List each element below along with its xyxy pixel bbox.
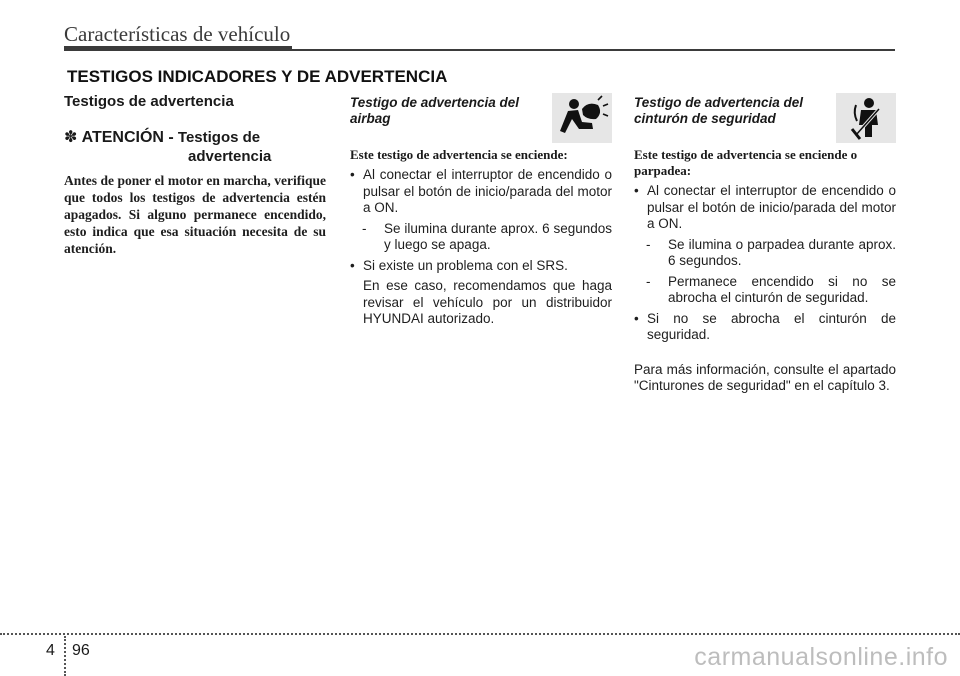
page-number: 96 — [72, 642, 90, 659]
seatbelt-bullet-1: Al conectar el interruptor de encendido o pulsar el botón de inicio/parada del motor a ON. — [647, 183, 896, 231]
bullet-dot: • — [634, 183, 639, 198]
bullet-dot: • — [634, 310, 639, 326]
airbag-warning-icon — [552, 93, 612, 143]
airbag-bullet-1: Al conectar el interruptor de encendido o pulsar el botón de inicio/parada del motor a ON. — [363, 167, 612, 215]
dash-marker: - — [646, 236, 651, 252]
bullet-dot: • — [350, 167, 355, 182]
chapter-header-title: Características de vehículo — [64, 22, 291, 46]
list-item — [350, 167, 612, 217]
airbag-intro: Este testigo de advertencia se enciende: — [350, 147, 568, 162]
dash-marker: - — [362, 220, 367, 236]
seatbelt-warning-title: Testigo de advertencia del cinturón de seguridad — [634, 95, 804, 126]
column-seatbelt-warning — [634, 93, 896, 395]
bullet-dot: • — [350, 257, 355, 273]
seatbelt-bullet-2: Si no se abrocha el cinturón de seguridad. — [647, 310, 896, 342]
list-item — [646, 274, 896, 307]
airbag-dash-1: Se ilumina durante aprox. 6 segundos y luego se apaga. — [384, 220, 612, 252]
attention-text: Antes de poner el motor en marcha, verifique que todos los testigos de advertencia estén apagados. Si alguno permanece encendido, esto indica que esa situación necesita de su atención. — [64, 173, 326, 256]
seatbelt-warning-icon — [836, 93, 896, 143]
subsection-title: Testigos de advertencia — [64, 93, 234, 110]
section-title: TESTIGOS INDICADORES Y DE ADVERTENCIA — [67, 67, 448, 86]
dash-marker: - — [646, 273, 651, 289]
airbag-warning-title: Testigo de advertencia del airbag — [350, 95, 520, 126]
airbag-bullet-2: Si existe un problema con el SRS. — [363, 257, 568, 273]
footer-dotted-rule — [0, 633, 960, 635]
list-item — [634, 183, 896, 233]
list-item — [634, 311, 896, 344]
attention-star-icon: ✽ — [64, 129, 78, 146]
list-item — [362, 221, 612, 254]
watermark: carmanualsonline.info — [694, 643, 948, 671]
header-rule-thick — [64, 46, 292, 51]
column-airbag-warning — [350, 93, 612, 332]
seatbelt-dash-1: Se ilumina o parpadea durante aprox. 6 segundos. — [668, 236, 896, 268]
chapter-number: 4 — [46, 642, 55, 659]
seatbelt-more-info: Para más información, consulte el apartado "Cinturones de seguridad" en el capítulo 3. — [634, 361, 896, 393]
header-rule-thin — [292, 49, 895, 51]
airbag-bullet-2-continuation: En ese caso, recomendamos que haga revisar el vehículo por un distribuidor HYUNDAI autorizado. — [363, 278, 612, 326]
attention-title-line1: Testigos de — [177, 129, 261, 146]
column-general-warnings — [64, 93, 326, 257]
attention-heading — [64, 128, 326, 166]
attention-label: ATENCIÓN - — [81, 129, 174, 146]
attention-title-line2: advertencia — [188, 148, 272, 165]
list-item — [350, 258, 612, 275]
seatbelt-intro: Este testigo de advertencia se enciende o parpadea: — [634, 147, 858, 178]
list-item — [646, 237, 896, 270]
footer-dotted-divider — [64, 636, 66, 676]
seatbelt-dash-2: Permanece encendido si no se abrocha el cinturón de seguridad. — [668, 273, 896, 305]
